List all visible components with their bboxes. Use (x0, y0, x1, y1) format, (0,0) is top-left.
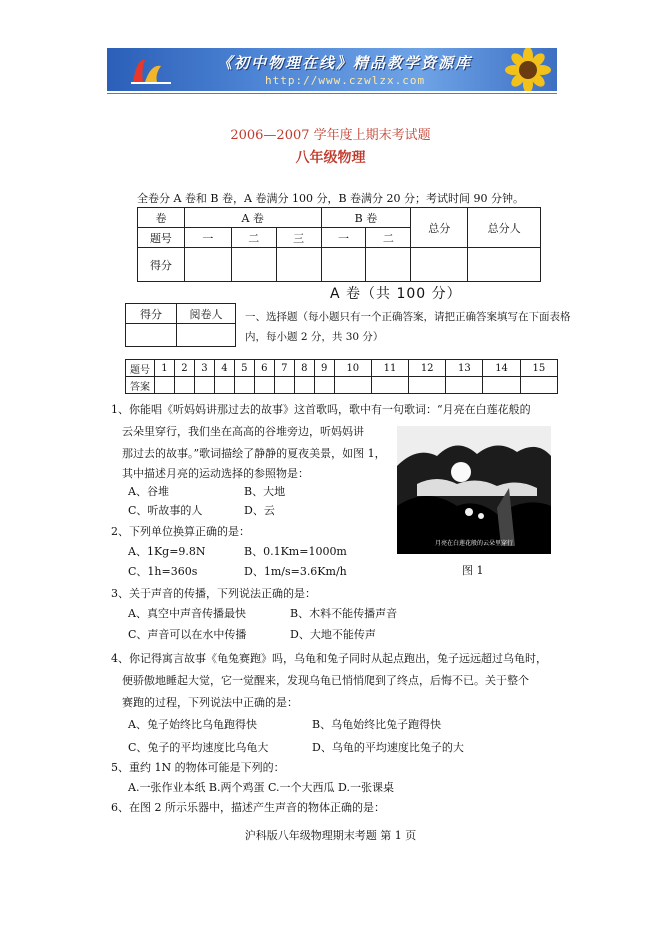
q3-option-d: D、大地不能传声 (290, 628, 376, 641)
q3-option-b: B、木料不能传播声音 (290, 607, 398, 620)
score-col: 二 (366, 228, 411, 248)
score-cell (276, 248, 321, 282)
answer-number: 10 (334, 360, 371, 377)
q1-line4: 其中描述月亮的运动选择的参照物是： (122, 467, 309, 480)
answer-number: 4 (214, 360, 234, 377)
answer-number: 7 (274, 360, 294, 377)
answer-label-tihao: 题号 (126, 360, 155, 377)
figure-1-image (397, 426, 551, 554)
answer-number: 12 (409, 360, 446, 377)
answer-cell (274, 377, 294, 394)
q3-option-a: A、真空中声音传播最快 (128, 607, 246, 620)
q1-line3: 那过去的故事。”歌词描绘了静静的夏夜美景，如图 1， (122, 447, 386, 460)
moonlit-scene-icon (397, 426, 551, 554)
answer-number: 6 (254, 360, 274, 377)
answer-cell (214, 377, 234, 394)
banner-url[interactable]: http://www.czwlzx.com (265, 74, 426, 87)
answer-number: 15 (520, 360, 557, 377)
banner-title: 《初中物理在线》精品教学资源库 (217, 54, 473, 72)
score-row-label-tihao: 题号 (138, 228, 185, 248)
q1-line2: 云朵里穿行，我们坐在高高的谷堆旁边，听妈妈讲 (122, 425, 364, 438)
answer-number: 2 (174, 360, 194, 377)
exam-title: 2006—2007 学年度上期末考试题 (230, 128, 431, 143)
score-header-a: A 卷 (184, 208, 321, 228)
q4-line3: 赛跑的过程，下列说法中正确的是： (122, 696, 298, 709)
exam-subtitle: 八年级物理 (295, 150, 366, 166)
site-logo-icon (127, 54, 173, 86)
answer-cell (155, 377, 175, 394)
grader-defen: 得分 (126, 304, 177, 324)
q3-stem: 3、关于声音的传播，下列说法正确的是： (111, 587, 316, 600)
answer-cell (314, 377, 334, 394)
answer-cell (446, 377, 483, 394)
q6-stem: 6、在图 2 所示乐器中，描述产生声音的物体正确的是： (111, 801, 385, 814)
q1-line1: 1、你能唱《听妈妈讲那过去的故事》这首歌吗，歌中有一句歌词：“月亮在白莲花般的 (111, 403, 531, 416)
q5-options: A.一张作业本纸 B.两个鸡蛋 C.一个大西瓜 D.一张课桌 (128, 781, 394, 794)
page-footer: 沪科版八年级物理期末考题 第 1 页 (244, 829, 417, 842)
score-cell (184, 248, 231, 282)
answer-number: 3 (194, 360, 214, 377)
q5-stem: 5、重约 1N 的物体可能是下列的： (111, 761, 285, 774)
section-a-instructions: 一、选择题（每小题只有一个正确答案，请把正确答案填写在下面表格内，每小题 2 分，共 30 分） (245, 311, 571, 343)
score-header-b: B 卷 (321, 208, 411, 228)
q4-line1: 4、你记得寓言故事《龟兔赛跑》吗，乌龟和兔子同时从起点跑出，兔子远远超过乌龟时， (111, 652, 547, 665)
answer-cell (234, 377, 254, 394)
answer-number: 1 (155, 360, 175, 377)
header-rule (107, 93, 557, 94)
q3-option-c: C、声音可以在水中传播 (128, 628, 247, 641)
answer-number: 9 (314, 360, 334, 377)
score-cell (411, 248, 468, 282)
answer-cell (174, 377, 194, 394)
answer-cell (294, 377, 314, 394)
q1-option-a: A、谷堆 (128, 485, 169, 498)
score-cell (321, 248, 366, 282)
answer-number: 13 (446, 360, 483, 377)
answer-cell (371, 377, 408, 394)
q2-stem: 2、下列单位换算正确的是： (111, 525, 250, 538)
grader-cell (126, 324, 177, 347)
answer-cell (334, 377, 371, 394)
score-col: 一 (321, 228, 366, 248)
score-header-juan: 卷 (138, 208, 185, 228)
answer-number: 8 (294, 360, 314, 377)
answer-label-daan: 答案 (126, 377, 155, 394)
answer-cell (520, 377, 557, 394)
answer-cell (254, 377, 274, 394)
answer-number: 11 (371, 360, 408, 377)
score-cell (468, 248, 541, 282)
score-cell (366, 248, 411, 282)
score-table (137, 207, 541, 282)
q1-option-d: D、云 (244, 504, 275, 517)
exam-intro: 全卷分 A 卷和 B 卷，A 卷满分 100 分，B 卷满分 20 分；考试时间 90 分钟。 (137, 192, 525, 205)
q4-option-d: D、乌龟的平均速度比兔子的大 (312, 741, 464, 754)
score-row-label-defen: 得分 (138, 248, 185, 282)
q4-option-c: C、兔子的平均速度比乌龟大 (128, 741, 269, 754)
q2-option-d: D、1m/s=3.6Km/h (244, 565, 347, 578)
answer-cell (194, 377, 214, 394)
answer-table (125, 359, 558, 394)
section-a-heading: A 卷（共 100 分） (330, 286, 462, 302)
grader-yuejuanren: 阅卷人 (177, 304, 236, 324)
grader-table (125, 303, 236, 347)
score-col: 一 (184, 228, 231, 248)
answer-cell (483, 377, 520, 394)
grader-cell (177, 324, 236, 347)
figure-1-inner-text: 月亮在白莲花般的云朵里穿行 (434, 540, 513, 547)
answer-cell (409, 377, 446, 394)
q2-option-c: C、1h=360s (128, 565, 198, 578)
score-header-total: 总分 (411, 208, 468, 248)
q4-option-a: A、兔子始终比乌龟跑得快 (128, 718, 257, 731)
score-col: 二 (231, 228, 276, 248)
sunflower-icon (499, 48, 557, 91)
q4-option-b: B、乌龟始终比兔子跑得快 (312, 718, 442, 731)
answer-number: 5 (234, 360, 254, 377)
header-banner (107, 48, 557, 91)
score-cell (231, 248, 276, 282)
score-header-totaler: 总分人 (468, 208, 541, 248)
score-col: 三 (276, 228, 321, 248)
q2-option-b: B、0.1Km=1000m (244, 545, 347, 558)
answer-number: 14 (483, 360, 520, 377)
figure-1-caption: 图 1 (462, 564, 484, 577)
q4-line2: 便骄傲地睡起大觉，它一觉醒来，发现乌龟已悄悄爬到了终点，后悔不已。关于整个 (122, 674, 529, 687)
q2-option-a: A、1Kg=9.8N (128, 545, 206, 558)
q1-option-c: C、听故事的人 (128, 504, 203, 517)
q1-option-b: B、大地 (244, 485, 286, 498)
